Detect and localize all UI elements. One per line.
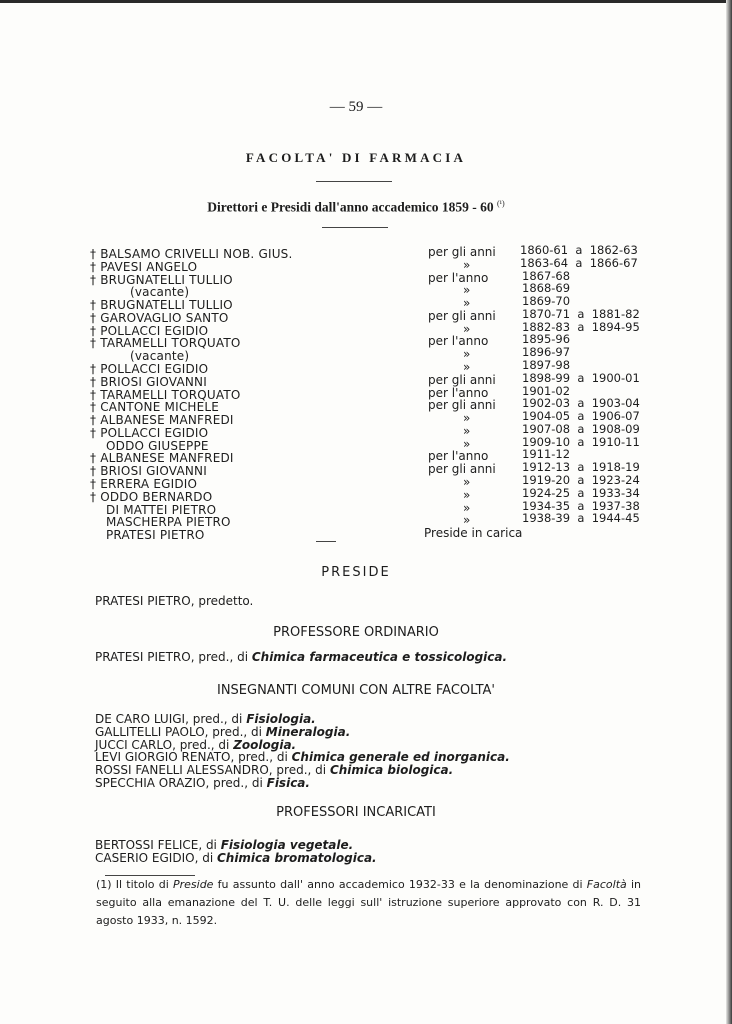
director-name: † ERRERA EGIDIO [90, 477, 198, 492]
director-name: † BRIOSI GIOVANNI [90, 464, 207, 479]
director-name: MASCHERPA PIETRO [106, 515, 231, 530]
director-years: 1902-03 a 1903-04 [522, 396, 640, 411]
director-name: (vacante) [130, 349, 190, 364]
director-name: PRATESI PIETRO [106, 528, 205, 543]
director-years: 1938-39 a 1944-45 [522, 511, 640, 526]
director-name: DI MATTEI PIETRO [106, 502, 217, 517]
entry-subject: Chimica farmaceutica e tossicologica. [251, 650, 508, 664]
separator-dash [316, 541, 336, 542]
footnote-tail: in seguito alla emanazione del T. U. delle leggi sull' istruzione superiore approvato con R. D. 31 agosto 1933, n. 1592. [96, 878, 642, 927]
director-years: 1924-25 a 1933-34 [522, 485, 640, 500]
director-period: per l'anno [428, 449, 489, 464]
staff-entry [95, 776, 310, 790]
director-name: † BRUGNATELLI TULLIO [90, 272, 233, 287]
director-period: » [463, 360, 471, 375]
incaricati-heading: PROFESSORI INCARICATI [276, 805, 436, 820]
subtitle-rule [322, 227, 388, 228]
director-period: » [463, 411, 471, 426]
director-name: † TARAMELLI TORQUATO [90, 336, 241, 351]
director-years: 1909-10 a 1910-11 [522, 434, 640, 449]
page-number: — 59 — [329, 99, 383, 115]
entry-name: SPECCHIA ORAZIO, pred., di [95, 776, 267, 790]
director-name: † PAVESI ANGELO [90, 259, 198, 274]
footnote-lead: (1) Il titolo di [96, 878, 173, 891]
director-period: per l'anno [428, 270, 489, 285]
entry-name: BERTOSSI FELICE, di [95, 838, 221, 852]
director-period: » [463, 321, 471, 336]
faculty-title: FACOLTA' DI FARMACIA [245, 150, 467, 165]
entry-subject: Chimica biologica. [329, 763, 454, 778]
entry-name: JUCCI CARLO, pred., di [95, 737, 234, 752]
director-period: » [463, 513, 471, 528]
director-period: » [463, 296, 471, 311]
director-name: † POLLACCI EGIDIO [90, 323, 209, 338]
title-rule [316, 181, 392, 182]
subtitle-note-mark: (¹) [496, 199, 505, 208]
director-years: 1860-61 a 1862-63 [520, 243, 638, 257]
director-period: per gli anni [428, 372, 496, 387]
footnote-mid: fu assunto dall' anno accademico 1932-33 e la denominazione di [213, 878, 587, 891]
entry-name: LEVI GIORGIO RENATO, pred., di [95, 750, 292, 765]
director-years: 1870-71 a 1881-82 [522, 306, 640, 321]
entry-name: PRATESI PIETRO, pred., di [95, 650, 252, 664]
footnote-emph-preside: Preside [172, 878, 214, 891]
entry-name: DE CARO LUIGI, pred., di [95, 712, 247, 726]
director-name: † ODDO BERNARDO [90, 489, 213, 504]
director-years: 1896-97 [522, 345, 571, 360]
director-years: 1897-98 [522, 358, 571, 373]
director-years: 1919-20 a 1923-24 [522, 473, 640, 488]
director-period: » [463, 487, 471, 502]
director-years: 1911-12 [522, 447, 571, 462]
director-name: † ALBANESE MANFREDI [90, 451, 234, 466]
director-name: † BRIOSI GIOVANNI [90, 374, 207, 389]
director-period: per gli anni [428, 245, 496, 259]
director-years: 1898-99 a 1900-01 [522, 370, 640, 385]
entry-name: PRATESI PIETRO, predetto. [95, 594, 254, 608]
comuni-heading: INSEGNANTI COMUNI CON ALTRE FACOLTA' [216, 683, 496, 698]
subtitle [0, 199, 712, 216]
director-period: per gli anni [428, 308, 496, 323]
director-name: † CANTONE MICHELE [90, 400, 220, 415]
director-name: † ALBANESE MANFREDI [90, 413, 234, 428]
director-period: per gli anni [428, 462, 496, 477]
staff-entry [95, 851, 377, 865]
entry-subject: Fisiologia vegetale. [220, 838, 354, 852]
director-name: † POLLACCI EGIDIO [90, 425, 209, 440]
entry-subject: Zoologia. [233, 737, 297, 752]
director-name: † BALSAMO CRIVELLI NOB. GIUS. [90, 247, 293, 261]
director-name: † GAROVAGLIO SANTO [90, 310, 229, 325]
director-period: per gli anni [428, 398, 496, 413]
director-years: 1901-02 [522, 383, 571, 398]
director-name: † POLLACCI EGIDIO [90, 362, 209, 377]
director-years: 1895-96 [522, 332, 571, 347]
director-name: † TARAMELLI TORQUATO [90, 387, 241, 402]
director-years: 1882-83 a 1894-95 [522, 319, 640, 334]
director-period: per l'anno [428, 385, 489, 400]
director-period: per l'anno [428, 334, 489, 349]
entry-name: GALLITELLI PAOLO, pred., di [95, 724, 266, 739]
director-years: 1904-05 a 1906-07 [522, 409, 640, 424]
entry-name: ROSSI FANELLI ALESSANDRO, pred., di [95, 763, 330, 778]
director-years: 1868-69 [522, 281, 571, 296]
entry-subject: Chimica generale ed inorganica. [291, 750, 510, 765]
director-years: 1863-64 a 1866-67 [520, 255, 638, 270]
director-period: » [463, 475, 471, 490]
scan-top-edge [0, 0, 732, 3]
director-years: 1907-08 a 1908-09 [522, 421, 640, 436]
footnote-emph-facolta: Facoltà [586, 878, 627, 891]
scan-right-edge [726, 0, 732, 1024]
preside-heading: PRESIDE [321, 565, 391, 580]
entry-subject: Fisica. [266, 776, 310, 790]
footnote [96, 876, 641, 930]
entry-subject: Mineralogia. [265, 724, 351, 739]
director-years: 1867-68 [522, 268, 571, 283]
director-name: † BRUGNATELLI TULLIO [90, 298, 233, 313]
entry-name: CASERIO EGIDIO, di [95, 850, 217, 865]
entry-subject: Fisiologia. [246, 712, 316, 726]
ordinario-entry [95, 650, 507, 664]
director-name: ODDO GIUSEPPE [106, 438, 209, 453]
director-period: » [463, 423, 471, 438]
director-period: » [463, 347, 471, 362]
director-years: 1869-70 [522, 294, 571, 309]
entry-subject: Chimica bromatologica. [216, 850, 377, 865]
director-period: » [463, 436, 471, 451]
subtitle-text: Direttori e Presidi dall'anno accademico 1859 - 60 [207, 199, 494, 215]
director-period: » [463, 283, 471, 298]
ordinario-heading: PROFESSORE ORDINARIO [273, 625, 439, 640]
preside-entry [95, 594, 253, 608]
director-period: » [463, 500, 471, 515]
director-period: » [463, 257, 471, 272]
director-years: 1912-13 a 1918-19 [522, 460, 640, 475]
director-period: Preside in carica [424, 526, 523, 541]
director-name: (vacante) [130, 285, 190, 300]
director-years: 1934-35 a 1937-38 [522, 498, 640, 513]
